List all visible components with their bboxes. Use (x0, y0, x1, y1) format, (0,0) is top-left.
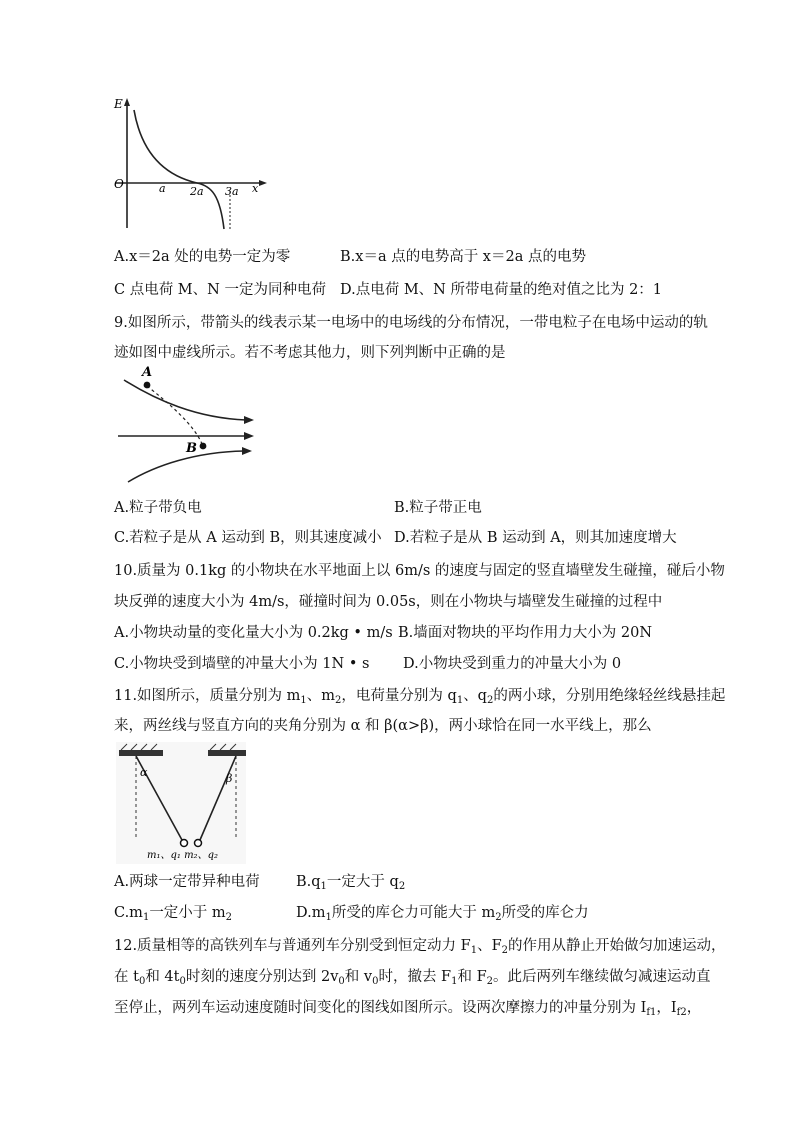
alpha-label: α (140, 766, 148, 779)
q10-option-c: C.小物块受到墙壁的冲量大小为 1N • s (114, 656, 370, 672)
point-a-label: A (142, 365, 153, 380)
point-b-label: B (186, 441, 197, 456)
q12-stem-line-2: 在 $t_0$和 $4t_0$时刻的速度分别达到 $2v_0$和 $v_0$时，撤去 $F_1$和 $F_2$。此后两列车继续做匀减速运动直 (114, 969, 711, 987)
q8-option-a: A.x＝2a 处的电势一定为零 (114, 249, 291, 265)
q8-option-d: D.点电荷 M、N 所带电荷量的绝对值之比为 2：1 (340, 282, 663, 298)
q9-option-d: D.若粒子是从 B 运动到 A，则其加速度增大 (394, 530, 677, 546)
tick-3a-label: 3a (225, 185, 239, 198)
tick-a-label: a (159, 182, 166, 195)
ball-labels: m₁、q₁ m₂、q₂ (147, 850, 218, 861)
q12-stem-line-1: 12.质量相等的高铁列车与普通列车分别受到恒定动力 $F_1$、$F_2$的作用从静止开始做匀加速运动， (114, 938, 726, 956)
q9-option-b: B.粒子带正电 (394, 500, 482, 516)
q8-option-c: C 点电荷 M、N 一定为同种电荷 (114, 282, 326, 298)
q9-option-a: A.粒子带负电 (114, 500, 202, 516)
q10-option-d: D.小物块受到重力的冲量大小为 0 (403, 656, 622, 672)
origin-label: O (114, 177, 124, 191)
electric-field-figure (116, 360, 266, 490)
q12-stem-line-3: 至停止，两列车运动速度随时间变化的图线如图所示。设两次摩擦力的冲量分别为 $I_{f1}$，$I_{f2}$， (114, 1000, 702, 1018)
q10-stem-line-2: 块反弹的速度大小为 4m/s，碰撞时间为 0.05s，则在小物块与墙壁发生碰撞的过程中 (114, 594, 663, 610)
q11-stem-line-2: 来，两丝线与竖直方向的夹角分别为 α 和 β(α>β)，两小球恰在同一水平线上，那么 (114, 718, 652, 734)
q10-stem-line-1: 10.质量为 0.1kg 的小物块在水平地面上以 6m/s 的速度与固定的竖直墙壁发生碰撞，碰后小物 (114, 563, 725, 579)
axis-e-label: E (114, 97, 123, 111)
q8-option-b: B.x＝a 点的电势高于 x＝2a 点的电势 (340, 249, 586, 265)
q10-option-b: B.墙面对物块的平均作用力大小为 20N (398, 625, 653, 641)
tick-2a-label: 2a (190, 185, 204, 198)
q10-option-a: A.小物块动量的变化量大小为 0.2kg • m/s (114, 625, 393, 641)
q9-stem-line-1: 9.如图所示，带箭头的线表示某一电场中的电场线的分布情况，一带电粒子在电场中运动的轨 (114, 315, 708, 331)
e-x-graph (112, 96, 272, 236)
q11-stem-line-1: 11.如图所示，质量分别为 $m_1$、$m_2$，电荷量分别为 $q_1$、$q_2$的两小球，分别用绝缘轻丝线悬挂起 (114, 688, 726, 706)
q9-option-c: C.若粒子是从 A 运动到 B，则其速度减小 (114, 530, 382, 546)
q11-option-c: $C.m_1$一定小于 $m_2$ (114, 905, 233, 923)
q11-option-b: $B.q_1$一定大于 $q_2$ (296, 874, 406, 892)
suspended-balls-figure (116, 742, 246, 864)
beta-label: β (226, 772, 233, 785)
q9-stem-line-2: 迹如图中虚线所示。若不考虑其他力，则下列判断中正确的是 (114, 345, 506, 361)
axis-x-label: x (252, 182, 259, 195)
q11-option-a: A.两球一定带异种电荷 (114, 874, 260, 890)
q11-option-d: $D.m_1$所受的库仑力可能大于 $m_2$所受的库仑力 (296, 905, 589, 923)
